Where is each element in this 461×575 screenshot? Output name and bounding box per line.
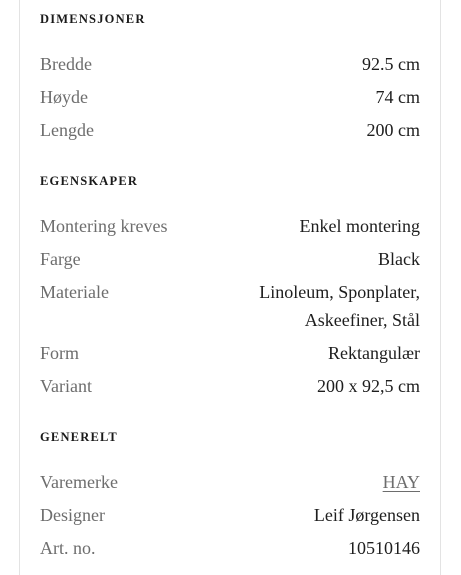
spec-label: Varemerke <box>40 472 118 492</box>
spec-value: Linoleum, Sponplater, Askeefiner, Stål <box>259 282 420 330</box>
spec-label: Variant <box>40 376 92 396</box>
product-specs-panel <box>19 0 441 575</box>
dimensions-section <box>40 12 420 144</box>
spec-row-color <box>40 245 420 273</box>
spec-row-height <box>40 83 420 111</box>
spec-value: 10510146 <box>348 538 420 558</box>
spec-row-material <box>40 278 420 334</box>
general-heading: GENERELT <box>40 430 118 444</box>
spec-label: Designer <box>40 505 105 525</box>
spec-value <box>383 468 420 496</box>
properties-heading: EGENSKAPER <box>40 174 139 188</box>
spec-row-article-number <box>40 534 420 562</box>
spec-value: 200 cm <box>366 120 420 140</box>
spec-row-variant <box>40 372 420 400</box>
spec-value: Enkel montering <box>299 216 420 236</box>
spec-row-assembly <box>40 212 420 240</box>
spec-label: Form <box>40 343 80 363</box>
spec-value: Leif Jørgensen <box>313 505 420 525</box>
dimensions-heading: DIMENSJONER <box>40 12 146 26</box>
spec-row-brand <box>40 468 420 496</box>
spec-value: 92.5 cm <box>362 54 420 74</box>
spec-value: 200 x 92,5 cm <box>317 376 420 396</box>
spec-label: Lengde <box>40 120 94 140</box>
brand-link[interactable]: HAY <box>382 472 420 492</box>
spec-value: 74 cm <box>375 87 420 107</box>
spec-label: Art. no. <box>40 538 96 558</box>
spec-row-length <box>40 116 420 144</box>
spec-row-designer <box>40 501 420 529</box>
spec-label: Montering kreves <box>40 216 168 236</box>
spec-label: Høyde <box>40 87 88 107</box>
spec-row-width <box>40 50 420 78</box>
spec-value: Rektangulær <box>328 343 420 363</box>
properties-section <box>40 174 420 400</box>
spec-label: Bredde <box>40 54 92 74</box>
general-section <box>40 430 420 562</box>
spec-label: Farge <box>40 249 81 269</box>
spec-label: Materiale <box>40 282 109 302</box>
spec-value: Black <box>378 249 420 269</box>
spec-row-shape <box>40 339 420 367</box>
